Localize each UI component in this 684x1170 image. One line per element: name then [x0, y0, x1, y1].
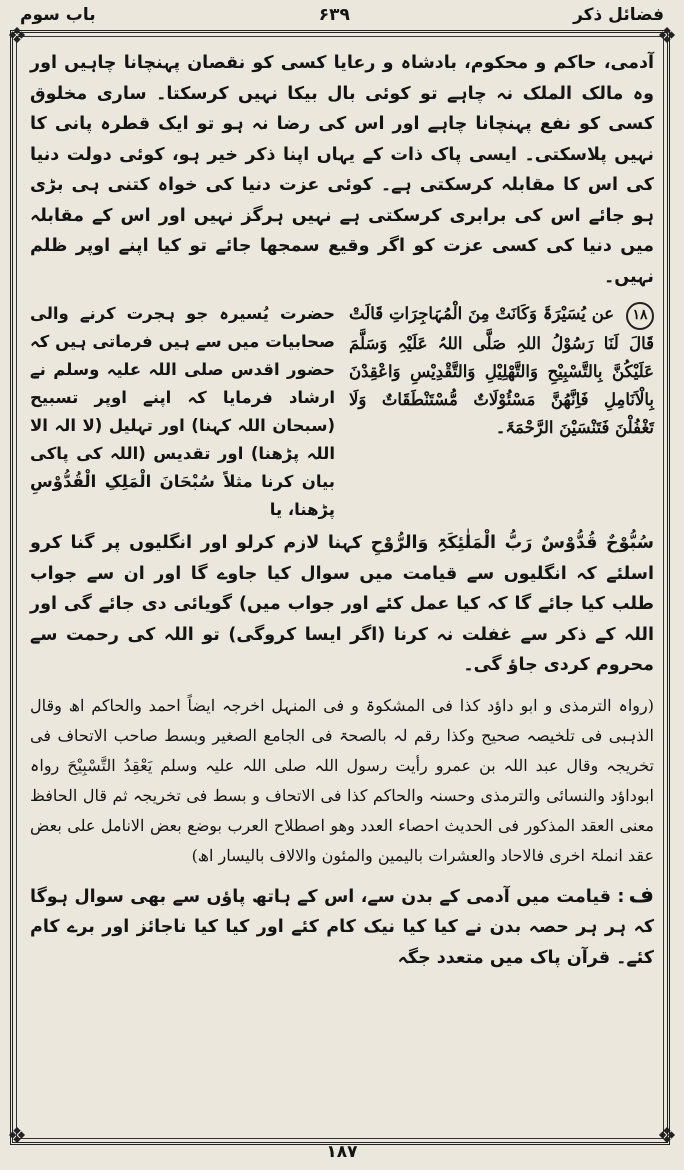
explanatory-note [30, 881, 654, 974]
hadith-urdu-translation: حضرت یُسیرہ جو ہجرت کرنے والی صحابیات میں سے ہیں فرماتی ہیں کہ حضور اقدس صلی اللہ علیہ وسلم نے ارشاد فرمایا کہ اپنے اوپر تسبیح (سبحان اللہ کہنا) اور تہلیل (لا الہ الا اللہ پڑھنا) اور تقدیس (اللہ کی پاکی بیان کرنا مثلاً سُبْحَانَ الْمَلِکِ الْقُدُّوْسِ پڑھنا، یا [30, 304, 335, 519]
header-book-title: فضائل ذکر [573, 5, 664, 25]
corner-ornament-icon: ❖ [7, 1124, 27, 1149]
hadith-arabic-column [349, 300, 654, 524]
page-content [30, 48, 654, 1130]
note-marker: ف [628, 882, 654, 908]
running-header [20, 2, 664, 28]
corner-ornament-icon: ❖ [657, 1124, 677, 1149]
hadith-arabic-text: عن یُسَیْرَۃَ وَکَانَتْ مِنَ الْمُہَاجِرَاتِ قَالَتْ قَالَ لَنَا رَسُوْلُ اللہِ صَلَّی اللہُ عَلَیْہِ وَسَلَّمَ عَلَیْکُنَّ بِالتَّسْبِیْحِ وَالتَّھْلِیْلِ وَالتَّقْدِیْسِ وَاعْقِدْنَ بِالْاَنَامِلِ فَاِنَّھُنَّ مَسْئُوْلَاتٌ مُّسْتَنْطَقَاتٌ وَلَا تَغْفُلْنَ فَتَنْسَیْنَ الرَّحْمَۃَ۔ [349, 304, 654, 437]
corner-ornament-icon: ❖ [7, 24, 27, 49]
note-text: : قیامت میں آدمی کے بدن سے، اس کے ہاتھ پاؤں سے بھی سوال ہوگا کہ ہر ہر حصہ بدن نے کیا کیا نیک کام کئے اور کیا کیا ناجائز اور برے کام کئے۔ قرآن پاک میں متعدد جگہ [30, 886, 654, 968]
header-page-number: ۶۳۹ [318, 5, 350, 25]
footer-page-number: ۱۸۷ [326, 1142, 358, 1162]
arabic-reference: (رواہ الترمذی و ابو داؤد کذا فی المشکوۃ و فی المنہل اخرجہ ایضاً احمد والحاکم اھ وقال الذہبی فی تلخیصہ صحیح وکذا رقم لہ بالصحۃ فی الجامع الصغیر وبسط صاحب الاتحاف فی تخریجہ وقال عبد اللہ بن عمرو رأیت رسول اللہ صلی اللہ علیہ وسلم یَعْقِدُ التَّسْبِیْحَ رواہ ابوداؤد والنسائی والترمذی وحسنہ والحاکم کذا فی الاتحاف و بسط فی تخریجہ ثم قال الحافظ معنی العقد المذکور فی الحدیث احصاء العدد وھو اصطلاح العرب بوضع بعض الانامل علی بعض عقد انملۃ اخری فالاحاد والعشرات بالیمین والمئون والالاف بالیسار اھ) [30, 695, 654, 865]
corner-ornament-icon: ❖ [657, 24, 677, 49]
header-chapter: باب سوم [20, 5, 96, 25]
intro-paragraph: آدمی، حاکم و محکوم، بادشاہ و رعایا کسی کو نقصان پہنچانا چاہیں اور وہ مالک الملک نہ چاہے تو کوئی بال بیکا نہیں کرسکتا۔ ساری مخلوق کسی کو نفع پہنچانا چاہے اور اس کی رضا نہ ہو تو ایک قطرہ پانی کا نہیں پلاسکتی۔ ایسی پاک ذات کے یہاں اپنا ذکر خیر ہو، کوئی دولت دنیا کی اس کا مقابلہ کرسکتی ہے۔ کوئی عزت دنیا کی خواہ کتنی ہی بڑی ہو جائے اس کی برابری کرسکتی ہے نہیں ہرگز نہیں اور اس کے مقابلہ میں دنیا کی کسی عزت کو اگر وقیع سمجھا جائے تو کیا اپنے اوپر ظلم نہیں۔ [30, 53, 654, 287]
translation-continuation: سُبُّوْحٌ قُدُّوْسٌ رَبُّ الْمَلٰئِکَۃِ وَالرُّوْحِ کہنا لازم کرلو اور انگلیوں پر گنا کرو اسلئے کہ انگلیوں سے قیامت میں سوال کیا جاوے گا اور ان سے جواب طلب کیا جائے گا کہ کیا عمل کئے اور جواب میں) گویائی دی جائے گی اور اللہ کے ذکر سے غفلت نہ کرنا (اگر ایسا کروگی) تو اللہ کی رحمت سے محروم کردی جاؤ گی۔ [30, 533, 654, 675]
hadith-number-badge: ۱۸ [626, 302, 654, 330]
hadith-block [30, 300, 654, 524]
